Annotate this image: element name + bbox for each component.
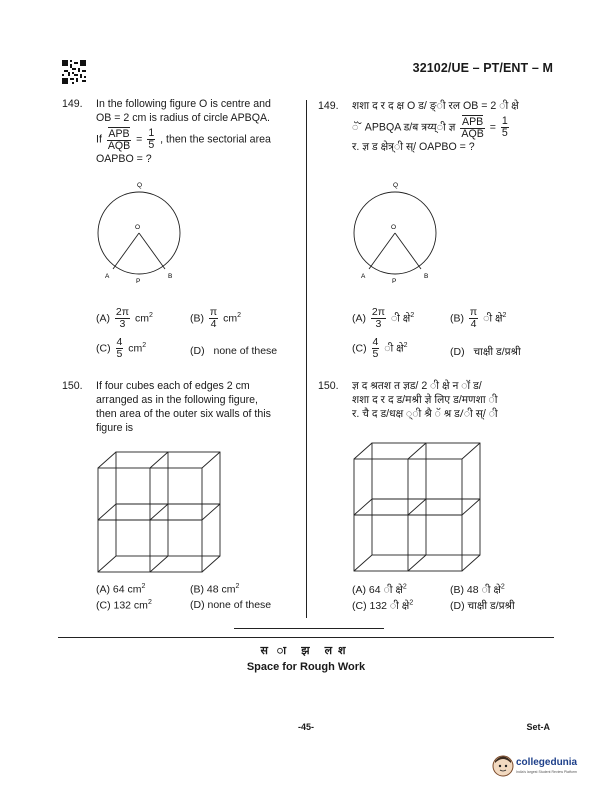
q149-number-en: 149. [62,98,83,110]
option-text: 64 cm [112,583,142,596]
arc-denominator-hi: AQB [461,128,484,140]
q150-number-hi: 150. [318,380,339,392]
logo-tagline: India's largest Student Review Platform [516,770,577,774]
column-divider [306,100,307,618]
label-p: P [136,278,141,285]
label-o: O [391,224,397,231]
arc-numerator [107,127,131,141]
q150-line3: then area of the outer six walls of this [96,408,271,420]
label-b: B [424,273,429,280]
label-q: Q [393,182,399,189]
q149-option-a-hi[interactable] [352,307,414,330]
option-fraction [115,307,130,330]
q149-option-a-en[interactable] [96,307,153,330]
option-fraction [371,307,386,330]
q150-line4: figure is [96,422,134,434]
option-sup: 2 [237,311,241,319]
q149-text-hi [352,99,557,154]
option-label: (D) [190,599,205,611]
q149-line4: OAPBO = ? [96,153,152,165]
option-text: none of these [207,599,272,611]
q149-hi-line3: र. ज्ञ ड क्षेत्र्ी स्/ OAPBO = ? [352,141,475,153]
option-text: none of these [213,345,278,357]
option-unit: ी क्षे [384,342,404,355]
arc-apb: APB [108,128,130,140]
option-den: 4 [210,318,217,330]
q149-hi-line2 [352,115,557,140]
q150-text-hi [352,379,557,421]
option-sup: 2 [502,311,507,319]
option-label: (C) [96,342,111,355]
option-unit: ी क्षे [483,312,503,325]
option-label: (B) [190,583,204,596]
q149-line2: OB = 2 cm is radius of circle APBQA. [96,112,270,124]
label-p: P [392,278,397,285]
option-label: (D) [450,346,465,358]
option-text: 48 ी क्षे [466,584,501,596]
option-text: चाक्षी ड/प्रश्री [473,346,521,358]
q149-option-c-en[interactable] [96,337,146,360]
option-label: (A) [96,312,110,325]
q150-hi-line1: ज्ञ द श्रतश त ज्ञड/ 2 ी क्षे न ॉ ड/ [352,380,482,392]
option-unit: ी क्षे [390,312,411,325]
option-text: 132 cm [113,599,148,612]
option-num: 4 [116,336,123,348]
option-fraction [372,337,380,360]
option-label: (A) [96,583,110,596]
option-num: 4 [372,336,379,348]
option-sup: 2 [403,341,408,349]
option-sup: 2 [148,311,153,319]
option-den: 4 [470,318,477,330]
q150-option-b-hi[interactable] [450,583,505,597]
option-text: 132 ी क्षे [369,600,410,612]
q149-option-b-hi[interactable] [450,307,506,330]
circle-figure-hi [346,178,446,290]
fraction-denominator: 5 [148,139,155,151]
option-label: (C) [352,342,367,355]
option-unit: cm [134,312,149,325]
q149-tail: , then the sectorial area [160,133,271,146]
option-num: π [209,306,218,318]
q150-option-d-en[interactable] [190,599,271,611]
ratio-fraction-hi [501,116,509,139]
option-unit: cm [128,342,143,355]
option-num: 2π [115,306,130,318]
equals-sign-hi: = [489,121,496,134]
option-label: (B) [190,312,204,325]
option-fraction [116,337,124,360]
option-label: (C) [352,600,367,612]
q150-option-c-hi[interactable] [352,599,413,613]
q149-hi-line2-text: ॅ˘ APBQA ड/ब त्रय्य्ी ज्ञ [352,121,456,134]
q150-line1: If four cubes each of edges 2 cm [96,380,250,392]
paper-code: 32102/UE – PT/ENT – M [412,61,553,75]
q150-option-a-hi[interactable] [352,583,407,597]
option-sup: 2 [235,583,240,590]
label-a: A [361,273,366,280]
cubes-figure-hi [348,437,488,577]
q150-hi-line3: र. चै द ड/धक्ष ्ी श्रै ॅ श्र ड/ी स्/ ी [352,408,498,420]
label-o: O [135,224,141,231]
label-b: B [168,273,173,280]
q150-option-c-en[interactable] [96,599,152,612]
option-den: 3 [119,318,126,330]
option-fraction [469,307,478,330]
ratio-fraction [147,128,155,151]
option-den: 5 [372,348,379,360]
option-den: 3 [375,318,382,330]
option-label: (D) [450,600,465,612]
option-label: (C) [96,599,111,612]
q149-line1: In the following figure O is centre and [96,98,271,110]
option-sup: 2 [402,583,407,591]
q150-option-b-en[interactable] [190,583,239,596]
set-label: Set-A [526,722,550,732]
q149-option-d-hi[interactable] [450,345,521,359]
rough-work-english: Space for Rough Work [246,661,366,673]
label-q: Q [137,182,143,189]
logo-text: collegedunia [516,757,578,768]
collegedunia-logo[interactable] [492,752,584,780]
option-sup: 2 [410,311,415,319]
q149-text-en [96,97,301,166]
option-label: (D) [190,345,205,357]
option-unit: cm [223,312,238,325]
q149-line3 [96,127,301,152]
arc-denominator: AQB [107,140,131,152]
q149-option-c-hi[interactable] [352,337,408,360]
equals-sign: = [136,133,143,146]
option-den: 5 [116,348,123,360]
label-a: A [105,273,110,280]
footer-rule [58,637,554,638]
option-num: 2π [371,306,386,318]
q150-hi-line2: शशा द र द ड/मश्री ज्ञे लिए ड/मणशा ी [352,394,498,406]
option-label: (B) [450,584,464,596]
q149-option-d-en[interactable] [190,345,277,357]
mascot-icon [492,755,514,777]
q150-option-d-hi[interactable] [450,599,515,613]
option-num: π [469,306,478,318]
option-text: 64 ी क्षे [368,584,403,596]
option-text: चाक्षी ड/प्रश्री [467,600,515,612]
fraction-numerator: 1 [148,127,155,139]
q150-line2: arranged as in the following figure, [96,394,258,406]
short-rule [234,628,384,629]
arc-apb-hi: APB [462,116,484,128]
option-text: 48 cm [206,583,236,596]
cubes-figure-en [92,448,232,578]
option-sup: 2 [141,583,146,590]
q149-number-hi: 149. [318,100,339,112]
q149-option-b-en[interactable] [190,307,241,330]
rough-work-hindi: स ा झ लश [260,645,352,657]
option-sup: 2 [147,599,152,606]
q150-number-en: 150. [62,380,83,392]
page-number: -45- [297,722,314,732]
arc-numerator-hi [460,115,484,129]
option-label: (A) [352,312,366,325]
fraction-numerator-hi: 1 [501,115,508,127]
option-label: (B) [450,312,464,325]
if-label: If [96,133,102,146]
circle-figure-en [90,178,190,290]
option-label: (A) [352,584,366,596]
option-fraction [209,307,218,330]
q150-text-en [96,379,301,435]
option-sup: 2 [142,341,147,349]
arc-ratio-hi [460,115,484,140]
fraction-denominator-hi: 5 [501,127,508,139]
q149-hi-line1: शशा द र द क्ष O ड/ ङ्ी रल OB = 2 ी क्षे [352,100,519,112]
arc-ratio [107,127,131,152]
option-sup: 2 [500,583,505,591]
option-sup: 2 [409,599,414,607]
q150-option-a-en[interactable] [96,583,145,596]
qr-code [62,60,86,84]
